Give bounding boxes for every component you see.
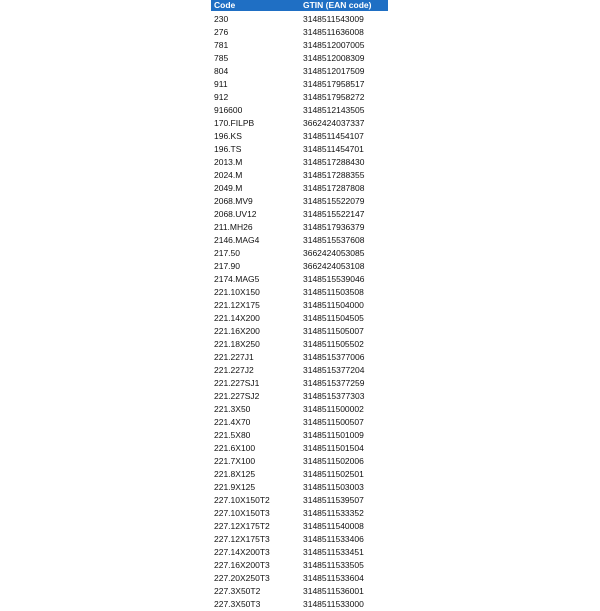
- cell-code[interactable]: 221.5X80: [214, 430, 251, 440]
- table-row: [211, 559, 388, 572]
- cell-gtin[interactable]: 3148511536001: [303, 586, 364, 596]
- cell-code[interactable]: 227.3X50T3: [214, 599, 261, 609]
- cell-code[interactable]: 227.16X200T3: [214, 560, 270, 570]
- table-row: [211, 208, 388, 221]
- cell-code[interactable]: 227.3X50T2: [214, 586, 261, 596]
- cell-gtin[interactable]: 3148512017509: [303, 66, 365, 76]
- table-body: [211, 13, 388, 611]
- table-row: [211, 247, 388, 260]
- cell-gtin[interactable]: 3148511503003: [303, 482, 364, 492]
- cell-code[interactable]: 2146.MAG4: [214, 235, 260, 245]
- table-row: [211, 468, 388, 481]
- cell-gtin[interactable]: 3148511540008: [303, 521, 364, 531]
- table-row: [211, 351, 388, 364]
- cell-gtin[interactable]: 3148511505007: [303, 326, 364, 336]
- cell-code[interactable]: 227.12X175T3: [214, 534, 270, 544]
- cell-gtin[interactable]: 3148515522079: [303, 196, 365, 206]
- table-row: [211, 390, 388, 403]
- cell-gtin[interactable]: 3148517287808: [303, 183, 365, 193]
- cell-code[interactable]: 221.227J2: [214, 365, 254, 375]
- cell-code[interactable]: 221.16X200: [214, 326, 260, 336]
- cell-gtin[interactable]: 3148511533352: [303, 508, 364, 518]
- cell-code[interactable]: 221.18X250: [214, 339, 260, 349]
- table-row: [211, 507, 388, 520]
- table-row: [211, 156, 388, 169]
- cell-gtin[interactable]: 3148512008309: [303, 53, 365, 63]
- cell-code[interactable]: 912: [214, 92, 229, 102]
- cell-code[interactable]: 221.227SJ2: [214, 391, 260, 401]
- cell-code[interactable]: 221.6X100: [214, 443, 256, 453]
- cell-gtin[interactable]: 3148511505502: [303, 339, 364, 349]
- cell-gtin[interactable]: 3662424037337: [303, 118, 365, 128]
- table-row: [211, 221, 388, 234]
- table-row: [211, 78, 388, 91]
- cell-code[interactable]: 221.227J1: [214, 352, 254, 362]
- cell-gtin[interactable]: 3148515539046: [303, 274, 365, 284]
- cell-code[interactable]: 2068.UV12: [214, 209, 257, 219]
- cell-gtin[interactable]: 3148511454701: [303, 144, 364, 154]
- cell-code[interactable]: 227.14X200T3: [214, 547, 270, 557]
- cell-code[interactable]: 196.TS: [214, 144, 242, 154]
- table-row: [211, 130, 388, 143]
- cell-gtin[interactable]: 3148511636008: [303, 27, 364, 37]
- table-row: [211, 546, 388, 559]
- cell-code[interactable]: 230: [214, 14, 229, 24]
- cell-gtin[interactable]: 3148515377259: [303, 378, 365, 388]
- cell-code[interactable]: 2024.M: [214, 170, 243, 180]
- cell-code[interactable]: 2068.MV9: [214, 196, 253, 206]
- cell-gtin[interactable]: 3148511504000: [303, 300, 364, 310]
- cell-code[interactable]: 196.KS: [214, 131, 242, 141]
- cell-code[interactable]: 2049.M: [214, 183, 243, 193]
- cell-gtin[interactable]: 3148511533451: [303, 547, 364, 557]
- cell-code[interactable]: 211.MH26: [214, 222, 253, 232]
- cell-code[interactable]: 217.50: [214, 248, 240, 258]
- cell-code[interactable]: 221.4X70: [214, 417, 251, 427]
- table-row: [211, 299, 388, 312]
- cell-code[interactable]: 2174.MAG5: [214, 274, 260, 284]
- cell-code[interactable]: 221.9X125: [214, 482, 256, 492]
- cell-gtin[interactable]: 3148515522147: [303, 209, 365, 219]
- cell-code[interactable]: 785: [214, 53, 229, 63]
- cell-code[interactable]: 227.10X150T2: [214, 495, 270, 505]
- cell-code[interactable]: 227.10X150T3: [214, 508, 270, 518]
- table-row: [211, 260, 388, 273]
- cell-code[interactable]: 217.90: [214, 261, 240, 271]
- table-row: [211, 429, 388, 442]
- cell-code[interactable]: 170.FILPB: [214, 118, 255, 128]
- header-gtin[interactable]: GTIN (EAN code): [303, 0, 372, 10]
- cell-gtin[interactable]: 3148517288355: [303, 170, 365, 180]
- cell-gtin[interactable]: 3148511504505: [303, 313, 364, 323]
- table-row: [211, 273, 388, 286]
- cell-gtin[interactable]: 3148515377204: [303, 365, 365, 375]
- table-row: [211, 416, 388, 429]
- table-row: [211, 52, 388, 65]
- cell-gtin[interactable]: 3148515537608: [303, 235, 365, 245]
- table-row: [211, 117, 388, 130]
- table-row: [211, 585, 388, 598]
- table-row: [211, 338, 388, 351]
- cell-gtin[interactable]: 3148517936379: [303, 222, 365, 232]
- cell-gtin[interactable]: 3148511533505: [303, 560, 364, 570]
- cell-code[interactable]: 804: [214, 66, 229, 76]
- cell-code[interactable]: 227.12X175T2: [214, 521, 270, 531]
- table-row: [211, 533, 388, 546]
- table-row: [211, 26, 388, 39]
- cell-gtin[interactable]: 3148517288430: [303, 157, 365, 167]
- cell-code[interactable]: 221.12X175: [214, 300, 260, 310]
- cell-gtin[interactable]: 3148512143505: [303, 105, 365, 115]
- cell-gtin[interactable]: 3148511533406: [303, 534, 364, 544]
- cell-code[interactable]: 781: [214, 40, 229, 50]
- table-row: [211, 403, 388, 416]
- table-row: [211, 169, 388, 182]
- cell-code[interactable]: 227.20X250T3: [214, 573, 270, 583]
- table-row: [211, 572, 388, 585]
- cell-gtin[interactable]: 3148511502006: [303, 456, 364, 466]
- cell-gtin[interactable]: 3148511500507: [303, 417, 364, 427]
- table-row: [211, 494, 388, 507]
- cell-gtin[interactable]: 3148511501009: [303, 430, 364, 440]
- table-row: [211, 13, 388, 26]
- table-row: [211, 286, 388, 299]
- header-code[interactable]: Code: [214, 0, 236, 10]
- cell-gtin[interactable]: 3148511533604: [303, 573, 364, 583]
- cell-code[interactable]: 221.7X100: [214, 456, 256, 466]
- cell-gtin[interactable]: 3148511500002: [303, 404, 364, 414]
- cell-gtin[interactable]: 3148511501504: [303, 443, 364, 453]
- cell-gtin[interactable]: 3148511539507: [303, 495, 364, 505]
- table-header-row: [211, 0, 388, 11]
- cell-code[interactable]: 221.227SJ1: [214, 378, 260, 388]
- table-row: [211, 195, 388, 208]
- table-row: [211, 377, 388, 390]
- cell-gtin[interactable]: 3662424053085: [303, 248, 365, 258]
- table-row: [211, 65, 388, 78]
- cell-code[interactable]: 276: [214, 27, 229, 37]
- cell-code[interactable]: 221.10X150: [214, 287, 260, 297]
- cell-gtin[interactable]: 3148512007005: [303, 40, 365, 50]
- cell-gtin[interactable]: 3148511502501: [303, 469, 364, 479]
- cell-gtin[interactable]: 3148515377006: [303, 352, 365, 362]
- table-row: [211, 104, 388, 117]
- cell-gtin[interactable]: 3148517958517: [303, 79, 365, 89]
- cell-gtin[interactable]: 3662424053108: [303, 261, 365, 271]
- cell-gtin[interactable]: 3148511533000: [303, 599, 364, 609]
- cell-gtin[interactable]: 3148511454107: [303, 131, 364, 141]
- cell-gtin[interactable]: 3148517958272: [303, 92, 365, 102]
- cell-code[interactable]: 221.8X125: [214, 469, 256, 479]
- cell-code[interactable]: 221.14X200: [214, 313, 260, 323]
- cell-gtin[interactable]: 3148511543009: [303, 14, 364, 24]
- table-row: [211, 455, 388, 468]
- table-row: [211, 520, 388, 533]
- table-row: [211, 325, 388, 338]
- cell-code[interactable]: 221.3X50: [214, 404, 251, 414]
- table-row: [211, 442, 388, 455]
- table-row: [211, 39, 388, 52]
- spreadsheet-table: [211, 0, 388, 611]
- table-row: [211, 143, 388, 156]
- cell-code[interactable]: 2013.M: [214, 157, 243, 167]
- table-row: [211, 182, 388, 195]
- table-row: [211, 234, 388, 247]
- cell-gtin[interactable]: 3148515377303: [303, 391, 365, 401]
- table-row: [211, 312, 388, 325]
- cell-code[interactable]: 916600: [214, 105, 243, 115]
- table-row: [211, 364, 388, 377]
- cell-gtin[interactable]: 3148511503508: [303, 287, 364, 297]
- cell-code[interactable]: 911: [214, 79, 228, 89]
- table-row: [211, 481, 388, 494]
- table-row: [211, 91, 388, 104]
